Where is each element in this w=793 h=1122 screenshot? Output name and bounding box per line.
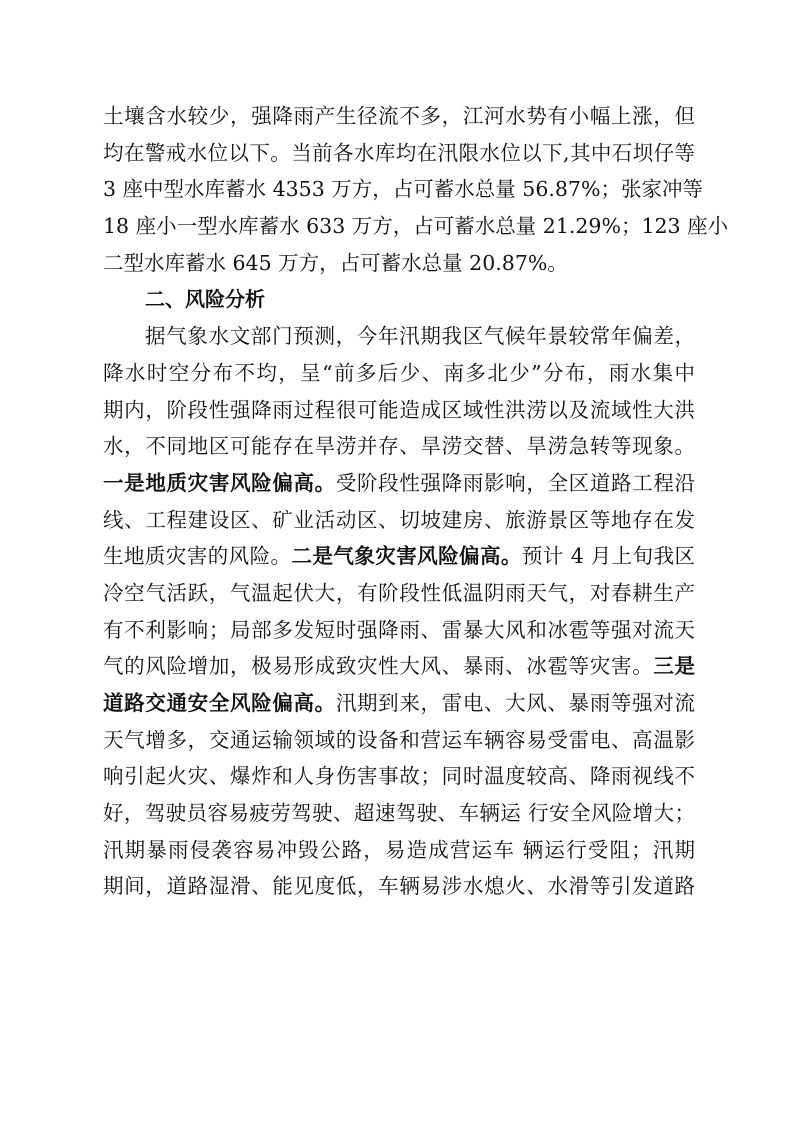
text-line [103, 428, 695, 465]
text-line [103, 502, 695, 539]
text-run: 好，驾驶员容易疲劳驾驶、超速驾驶、车辆运 行安全风险增大； [103, 801, 695, 826]
text-line [103, 171, 703, 208]
text-line [103, 392, 695, 429]
text-line [103, 538, 695, 575]
text-line [103, 208, 729, 245]
bold-lead-text: 一是地质灾害风险偏高。 [103, 470, 336, 495]
body-text [103, 98, 729, 905]
text-line [103, 722, 695, 759]
text-run: 预计 4 月上旬我区 [521, 544, 696, 569]
text-line [103, 355, 695, 392]
text-run: 均在警戒水位以下。当前各水库均在汛限水位以下,其中石坝仔等 [103, 140, 695, 165]
text-line [103, 575, 695, 612]
text-line [103, 868, 695, 905]
text-line [103, 685, 695, 722]
text-line [103, 832, 695, 869]
bold-lead-text: 二是气象灾害风险偏高。 [291, 544, 522, 569]
text-run: 期间，道路湿滑、能见度低，车辆易涉水熄火、水滑等引发道路 [103, 874, 695, 899]
text-line [103, 648, 695, 685]
text-run: 冷空气活跃，气温起伏大，有阶段性低温阴雨天气，对春耕生产 [103, 580, 695, 605]
text-line [103, 318, 695, 355]
text-run: 期内，阶段性强降雨过程很可能造成区域性洪涝以及流域性大洪 [103, 397, 695, 422]
text-run: 受阶段性强降雨影响，全区道路工程沿 [335, 470, 696, 495]
text-run: 气的风险增加，极易形成致灾性大风、暴雨、冰雹等灾害。 [103, 654, 654, 679]
text-run: 土壤含水较少，强降雨产生径流不多，江河水势有小幅上涨，但 [103, 104, 695, 128]
text-run: 降水时空分布不均，呈“前多后少、南多北少”分布，雨水集中 [103, 360, 695, 385]
section-heading [103, 281, 695, 318]
text-line [103, 795, 695, 832]
text-line [103, 758, 695, 795]
section-heading-text: 二、风险分析 [145, 287, 265, 312]
text-run: 据气象水文部门预测，今年汛期我区气候年景较常年偏差， [145, 324, 695, 349]
text-run: 二型水库蓄水 645 万方，占可蓄水总量 20.87%。 [103, 250, 568, 275]
text-line [103, 612, 695, 649]
text-run: 线、工程建设区、矿业活动区、切坡建房、旅游景区等地存在发 [103, 507, 695, 532]
text-run: 汛期到来，雷电、大风、暴雨等强对流 [335, 691, 696, 715]
text-line [103, 135, 695, 172]
text-run: 天气增多，交通运输领域的设备和营运车辆容易受雷电、高温影 [103, 727, 695, 752]
text-line [103, 465, 695, 502]
text-line [103, 98, 695, 135]
text-line [103, 245, 695, 282]
text-run: 18 座小一型水库蓄水 633 万方，占可蓄水总量 21.29%；123 座小 [103, 214, 729, 239]
text-run: 3 座中型水库蓄水 4353 万方，占可蓄水总量 56.87%；张家冲等 [103, 177, 703, 202]
text-run: 水，不同地区可能存在旱涝并存、旱涝交替、旱涝急转等现象。 [103, 434, 695, 459]
text-run: 生地质灾害的风险。 [103, 544, 292, 569]
text-run: 响引起火灾、爆炸和人身伤害事故；同时温度较高、降雨视线不 [103, 764, 695, 789]
bold-lead-text: 三是 [653, 654, 696, 679]
text-run: 汛期暴雨侵袭容易冲毁公路，易造成营运车 辆运行受阻；汛期 [103, 837, 695, 862]
text-run: 有不利影响；局部多发短时强降雨、雷暴大风和冰雹等强对流天 [103, 617, 695, 642]
bold-lead-text: 道路交通安全风险偏高。 [103, 691, 336, 715]
